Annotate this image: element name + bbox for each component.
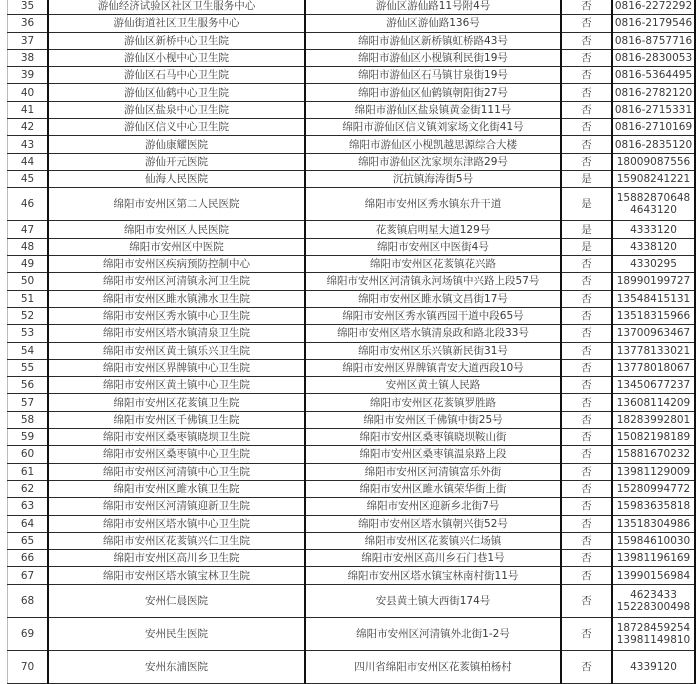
- phone-number: 0816-2715331: [614, 103, 693, 116]
- row-number-cell: 70: [8, 651, 49, 684]
- address-cell: 绵阳市安州区高川乡石门巷1号: [305, 550, 561, 567]
- institution-name-cell: 游仙区新桥中心卫生院: [48, 32, 305, 49]
- row-number-cell: 59: [8, 429, 49, 446]
- hospital-list-table-container: [7, 0, 691, 684]
- phone-number: 0816-2179546: [614, 17, 693, 30]
- address-cell: 四川省绵阳市安州区花荄镇柏杨村: [305, 651, 561, 684]
- phone-number: 13778018067: [616, 361, 691, 374]
- row-number-cell: 53: [8, 325, 49, 342]
- phone-number: 0816-5364495: [614, 69, 693, 82]
- table-row: [8, 170, 696, 187]
- designated-flag-cell: 否: [561, 136, 612, 153]
- institution-name-cell: 绵阳市安州区花荄镇兴仁卫生院: [48, 532, 305, 549]
- address-cell: 绵阳市安州区塔水镇朝兴街52号: [305, 515, 561, 532]
- designated-flag-cell: 否: [561, 532, 612, 549]
- institution-name-cell: 绵阳市安州区界牌镇中心卫生院: [48, 359, 305, 376]
- designated-flag-cell: 否: [561, 429, 612, 446]
- institution-name-cell: 游仙康耀医院: [48, 136, 305, 153]
- address-cell: 绵阳市安州区秀水镇西园干道中段65号: [305, 307, 561, 324]
- row-number-cell: 48: [8, 238, 49, 255]
- phone-number: 13778133021: [616, 344, 691, 357]
- phone-number: 15882870648: [616, 192, 691, 205]
- institution-name-cell: 绵阳市安州区黄土镇乐兴卫生院: [48, 342, 305, 359]
- institution-name-cell: 绵阳市安州区桑枣镇晓坝卫生院: [48, 429, 305, 446]
- phone-number: 4339120: [630, 661, 677, 674]
- phone-number: 0816-2710169: [614, 121, 693, 134]
- designated-flag-cell: 是: [561, 238, 612, 255]
- address-cell: 绵阳市游仙区信义镇刘家场文化街41号: [305, 119, 561, 136]
- table-row: [8, 617, 696, 650]
- table-row: [8, 136, 696, 153]
- phone-number: 4333120: [630, 223, 677, 236]
- row-number-cell: 35: [8, 0, 49, 15]
- table-row: [8, 342, 696, 359]
- address-cell: 绵阳市安州区花荄镇花兴路: [305, 256, 561, 273]
- institution-name-cell: 绵阳市安州区雎水镇沸水卫生院: [48, 290, 305, 307]
- table-row: [8, 84, 696, 101]
- row-number-cell: 49: [8, 256, 49, 273]
- phone-number: 15983635818: [616, 500, 691, 513]
- address-cell: 绵阳市游仙区仙鹤镇朝阳街27号: [305, 84, 561, 101]
- row-number-cell: 41: [8, 101, 49, 118]
- address-cell: 绵阳市安州区乐兴镇新民街31号: [305, 342, 561, 359]
- designated-flag-cell: 否: [561, 101, 612, 118]
- phone-number: 18728459254: [616, 621, 691, 634]
- phone-cell: [612, 32, 695, 49]
- table-row: [8, 153, 696, 170]
- phone-cell: [612, 480, 695, 497]
- address-cell: 绵阳市安州区雎水镇荣华街上街: [305, 480, 561, 497]
- phone-cell: [612, 377, 695, 394]
- table-row: [8, 480, 696, 497]
- phone-cell: [612, 101, 695, 118]
- table-row: [8, 67, 696, 84]
- phone-number: 4338120: [630, 240, 677, 253]
- table-row: [8, 101, 696, 118]
- row-number-cell: 38: [8, 49, 49, 66]
- row-number-cell: 45: [8, 170, 49, 187]
- institution-name-cell: 游仙开元医院: [48, 153, 305, 170]
- designated-flag-cell: 否: [561, 567, 612, 584]
- phone-number: 13450677237: [616, 379, 691, 392]
- phone-number: 13990156984: [616, 569, 691, 582]
- row-number-cell: 44: [8, 153, 49, 170]
- institution-name-cell: 游仙区信义中心卫生院: [48, 119, 305, 136]
- phone-number: 13608114209: [616, 396, 691, 409]
- address-cell: 绵阳市安州区花荄镇罗胜路: [305, 394, 561, 411]
- designated-flag-cell: 否: [561, 498, 612, 515]
- phone-cell: [612, 273, 695, 290]
- designated-flag-cell: 是: [561, 170, 612, 187]
- row-number-cell: 36: [8, 15, 49, 32]
- phone-cell: [612, 307, 695, 324]
- table-row: [8, 188, 696, 221]
- table-row: [8, 0, 696, 15]
- phone-cell: [612, 170, 695, 187]
- phone-number: 15908241221: [616, 173, 691, 186]
- table-row: [8, 429, 696, 446]
- designated-flag-cell: 否: [561, 32, 612, 49]
- table-row: [8, 463, 696, 480]
- row-number-cell: 52: [8, 307, 49, 324]
- table-row: [8, 49, 696, 66]
- phone-cell: [612, 617, 695, 650]
- table-row: [8, 394, 696, 411]
- institution-name-cell: 游仙区盐泉中心卫生院: [48, 101, 305, 118]
- address-cell: 绵阳市安州区中医街4号: [305, 238, 561, 255]
- designated-flag-cell: 否: [561, 651, 612, 684]
- phone-number: 0816-2272292: [614, 0, 693, 13]
- designated-flag-cell: 否: [561, 153, 612, 170]
- table-row: [8, 567, 696, 584]
- table-row: [8, 307, 696, 324]
- institution-name-cell: 绵阳市安州区第二人民医院: [48, 188, 305, 221]
- phone-cell: [612, 359, 695, 376]
- row-number-cell: 39: [8, 67, 49, 84]
- address-cell: 绵阳市安州区河清镇永河场镇中兴路上段57号: [305, 273, 561, 290]
- designated-flag-cell: 否: [561, 584, 612, 617]
- phone-number: 13700963467: [616, 327, 691, 340]
- institution-name-cell: 游仙经济试验区社区卫生服务中心: [48, 0, 305, 15]
- phone-cell: [612, 67, 695, 84]
- institution-name-cell: 绵阳市安州区塔水镇清泉卫生院: [48, 325, 305, 342]
- phone-cell: [612, 15, 695, 32]
- row-number-cell: 62: [8, 480, 49, 497]
- phone-number: 13548415131: [616, 292, 691, 305]
- row-number-cell: 47: [8, 221, 49, 238]
- designated-flag-cell: 否: [561, 15, 612, 32]
- address-cell: 绵阳市游仙区沈家坝东津路29号: [305, 153, 561, 170]
- institution-name-cell: 绵阳市安州区塔水镇宝林卫生院: [48, 567, 305, 584]
- phone-cell: [612, 498, 695, 515]
- phone-number: 15881670232: [616, 448, 691, 461]
- phone-number: 0816-2782120: [614, 86, 693, 99]
- designated-flag-cell: 否: [561, 273, 612, 290]
- phone-cell: [612, 119, 695, 136]
- row-number-cell: 46: [8, 188, 49, 221]
- table-row: [8, 411, 696, 428]
- designated-flag-cell: 否: [561, 49, 612, 66]
- phone-cell: [612, 325, 695, 342]
- address-cell: 绵阳市游仙区新桥镇虹桥路43号: [305, 32, 561, 49]
- address-cell: 绵阳市安州区河清镇外北街1-2号: [305, 617, 561, 650]
- designated-flag-cell: 否: [561, 290, 612, 307]
- address-cell: 绵阳市安州区塔水镇宝林南村街11号: [305, 567, 561, 584]
- phone-number: 4643120: [630, 204, 677, 217]
- designated-flag-cell: 否: [561, 256, 612, 273]
- phone-cell: [612, 411, 695, 428]
- institution-name-cell: 绵阳市安州区花荄镇卫生院: [48, 394, 305, 411]
- phone-number: 13518304986: [616, 517, 691, 530]
- designated-flag-cell: 否: [561, 67, 612, 84]
- table-row: [8, 325, 696, 342]
- phone-cell: [612, 290, 695, 307]
- phone-cell: [612, 550, 695, 567]
- phone-number: 13981196169: [616, 552, 691, 565]
- phone-number: 18009087556: [616, 155, 691, 168]
- table-row: [8, 498, 696, 515]
- row-number-cell: 58: [8, 411, 49, 428]
- phone-cell: [612, 188, 695, 221]
- row-number-cell: 51: [8, 290, 49, 307]
- designated-flag-cell: 否: [561, 84, 612, 101]
- address-cell: 绵阳市游仙区小枧镇利民街19号: [305, 49, 561, 66]
- phone-cell: [612, 532, 695, 549]
- phone-cell: [612, 221, 695, 238]
- phone-cell: [612, 49, 695, 66]
- institution-name-cell: 游仙区小枧中心卫生院: [48, 49, 305, 66]
- phone-cell: [612, 256, 695, 273]
- designated-flag-cell: 否: [561, 119, 612, 136]
- phone-cell: [612, 651, 695, 684]
- table-row: [8, 290, 696, 307]
- address-cell: 沉抗镇海涛街5号: [305, 170, 561, 187]
- address-cell: 绵阳市安州区秀水镇东升干道: [305, 188, 561, 221]
- institution-name-cell: 绵阳市安州区河清镇迎新卫生院: [48, 498, 305, 515]
- address-cell: 绵阳市安州区千佛镇中街25号: [305, 411, 561, 428]
- address-cell: 游仙区游仙路11号附4号: [305, 0, 561, 15]
- institution-name-cell: 绵阳市安州区秀水镇中心卫生院: [48, 307, 305, 324]
- table-row: [8, 651, 696, 684]
- institution-name-cell: 安州民生医院: [48, 617, 305, 650]
- phone-number: 4330295: [630, 258, 677, 271]
- designated-flag-cell: 是: [561, 188, 612, 221]
- address-cell: 绵阳市安州区迎新乡北街7号: [305, 498, 561, 515]
- table-row: [8, 273, 696, 290]
- address-cell: 绵阳市安州区河清镇富乐外街: [305, 463, 561, 480]
- designated-flag-cell: 是: [561, 221, 612, 238]
- row-number-cell: 37: [8, 32, 49, 49]
- institution-name-cell: 绵阳市安州区塔水镇中心卫生院: [48, 515, 305, 532]
- phone-cell: [612, 238, 695, 255]
- institution-name-cell: 游仙区仙鹤中心卫生院: [48, 84, 305, 101]
- table-row: [8, 515, 696, 532]
- institution-name-cell: 游仙街道社区卫生服务中心: [48, 15, 305, 32]
- phone-cell: [612, 567, 695, 584]
- address-cell: 绵阳市安州区界牌镇青安大道西段10号: [305, 359, 561, 376]
- row-number-cell: 69: [8, 617, 49, 650]
- designated-flag-cell: 否: [561, 0, 612, 15]
- phone-cell: [612, 584, 695, 617]
- row-number-cell: 60: [8, 446, 49, 463]
- designated-flag-cell: 否: [561, 307, 612, 324]
- phone-number: 18990199727: [616, 275, 691, 288]
- institution-name-cell: 安州东浦医院: [48, 651, 305, 684]
- institution-name-cell: 绵阳市安州区人民医院: [48, 221, 305, 238]
- address-cell: 花荄镇启明星大道129号: [305, 221, 561, 238]
- table-body: [8, 0, 696, 684]
- phone-cell: [612, 394, 695, 411]
- table-row: [8, 221, 696, 238]
- phone-number: 15082198189: [616, 431, 691, 444]
- phone-number: 0816-2835120: [614, 138, 693, 151]
- address-cell: 绵阳市安州区雎水镇文昌街17号: [305, 290, 561, 307]
- designated-flag-cell: 否: [561, 617, 612, 650]
- address-cell: 绵阳市游仙区小枧凯越思源综合大楼: [305, 136, 561, 153]
- table-row: [8, 532, 696, 549]
- phone-number: 15984610030: [616, 534, 691, 547]
- designated-flag-cell: 否: [561, 463, 612, 480]
- hospital-list-table: [7, 0, 696, 684]
- designated-flag-cell: 否: [561, 342, 612, 359]
- phone-cell: [612, 153, 695, 170]
- institution-name-cell: 绵阳市安州区千佛镇卫生院: [48, 411, 305, 428]
- phone-number: 0816-2830053: [614, 52, 693, 65]
- table-row: [8, 15, 696, 32]
- phone-cell: [612, 515, 695, 532]
- institution-name-cell: 绵阳市安州区黄土镇中心卫生院: [48, 377, 305, 394]
- phone-cell: [612, 446, 695, 463]
- institution-name-cell: 游仙区石马中心卫生院: [48, 67, 305, 84]
- designated-flag-cell: 否: [561, 377, 612, 394]
- phone-cell: [612, 342, 695, 359]
- table-row: [8, 238, 696, 255]
- address-cell: 安州区黄土镇人民路: [305, 377, 561, 394]
- row-number-cell: 42: [8, 119, 49, 136]
- table-row: [8, 446, 696, 463]
- row-number-cell: 64: [8, 515, 49, 532]
- phone-number: 0816-8757716: [614, 34, 693, 47]
- row-number-cell: 67: [8, 567, 49, 584]
- phone-cell: [612, 463, 695, 480]
- phone-number: 18283992801: [616, 413, 691, 426]
- table-row: [8, 256, 696, 273]
- table-row: [8, 32, 696, 49]
- row-number-cell: 54: [8, 342, 49, 359]
- phone-number: 13518315966: [616, 310, 691, 323]
- institution-name-cell: 绵阳市安州区疾病预防控制中心: [48, 256, 305, 273]
- institution-name-cell: 绵阳市安州区雎水镇卫生院: [48, 480, 305, 497]
- phone-number: 15280994772: [616, 483, 691, 496]
- institution-name-cell: 绵阳市安州区中医院: [48, 238, 305, 255]
- table-row: [8, 584, 696, 617]
- row-number-cell: 43: [8, 136, 49, 153]
- designated-flag-cell: 否: [561, 515, 612, 532]
- address-cell: 绵阳市安州区塔水镇清泉政和路北段33号: [305, 325, 561, 342]
- designated-flag-cell: 否: [561, 480, 612, 497]
- address-cell: 安县黄土镇大西街174号: [305, 584, 561, 617]
- institution-name-cell: 绵阳市安州区桑枣镇中心卫生院: [48, 446, 305, 463]
- institution-name-cell: 绵阳市安州区高川乡卫生院: [48, 550, 305, 567]
- table-row: [8, 119, 696, 136]
- address-cell: 游仙区游仙路136号: [305, 15, 561, 32]
- designated-flag-cell: 否: [561, 446, 612, 463]
- table-row: [8, 359, 696, 376]
- address-cell: 绵阳市安州区桑枣镇晓坝鞍山街: [305, 429, 561, 446]
- phone-cell: [612, 0, 695, 15]
- designated-flag-cell: 否: [561, 359, 612, 376]
- address-cell: 绵阳市安州区桑枣镇温泉路上段: [305, 446, 561, 463]
- table-row: [8, 550, 696, 567]
- row-number-cell: 61: [8, 463, 49, 480]
- phone-cell: [612, 136, 695, 153]
- row-number-cell: 40: [8, 84, 49, 101]
- phone-number: 13981149810: [616, 633, 691, 646]
- designated-flag-cell: 否: [561, 325, 612, 342]
- phone-cell: [612, 429, 695, 446]
- phone-cell: [612, 84, 695, 101]
- row-number-cell: 50: [8, 273, 49, 290]
- row-number-cell: 65: [8, 532, 49, 549]
- table-row: [8, 377, 696, 394]
- phone-number: 4623433: [630, 588, 677, 601]
- designated-flag-cell: 否: [561, 411, 612, 428]
- row-number-cell: 66: [8, 550, 49, 567]
- address-cell: 绵阳市游仙区石马镇甘泉街19号: [305, 67, 561, 84]
- institution-name-cell: 仙海人民医院: [48, 170, 305, 187]
- row-number-cell: 57: [8, 394, 49, 411]
- designated-flag-cell: 否: [561, 394, 612, 411]
- phone-number: 15228300498: [616, 600, 691, 613]
- institution-name-cell: 绵阳市安州区河清镇永河卫生院: [48, 273, 305, 290]
- row-number-cell: 55: [8, 359, 49, 376]
- row-number-cell: 63: [8, 498, 49, 515]
- row-number-cell: 56: [8, 377, 49, 394]
- row-number-cell: 68: [8, 584, 49, 617]
- designated-flag-cell: 否: [561, 550, 612, 567]
- address-cell: 绵阳市游仙区盐泉镇黄金街111号: [305, 101, 561, 118]
- institution-name-cell: 绵阳市安州区河清镇中心卫生院: [48, 463, 305, 480]
- institution-name-cell: 安州仁晨医院: [48, 584, 305, 617]
- address-cell: 绵阳市安州区花荄镇兴仁场镇: [305, 532, 561, 549]
- phone-number: 13981129009: [616, 465, 691, 478]
